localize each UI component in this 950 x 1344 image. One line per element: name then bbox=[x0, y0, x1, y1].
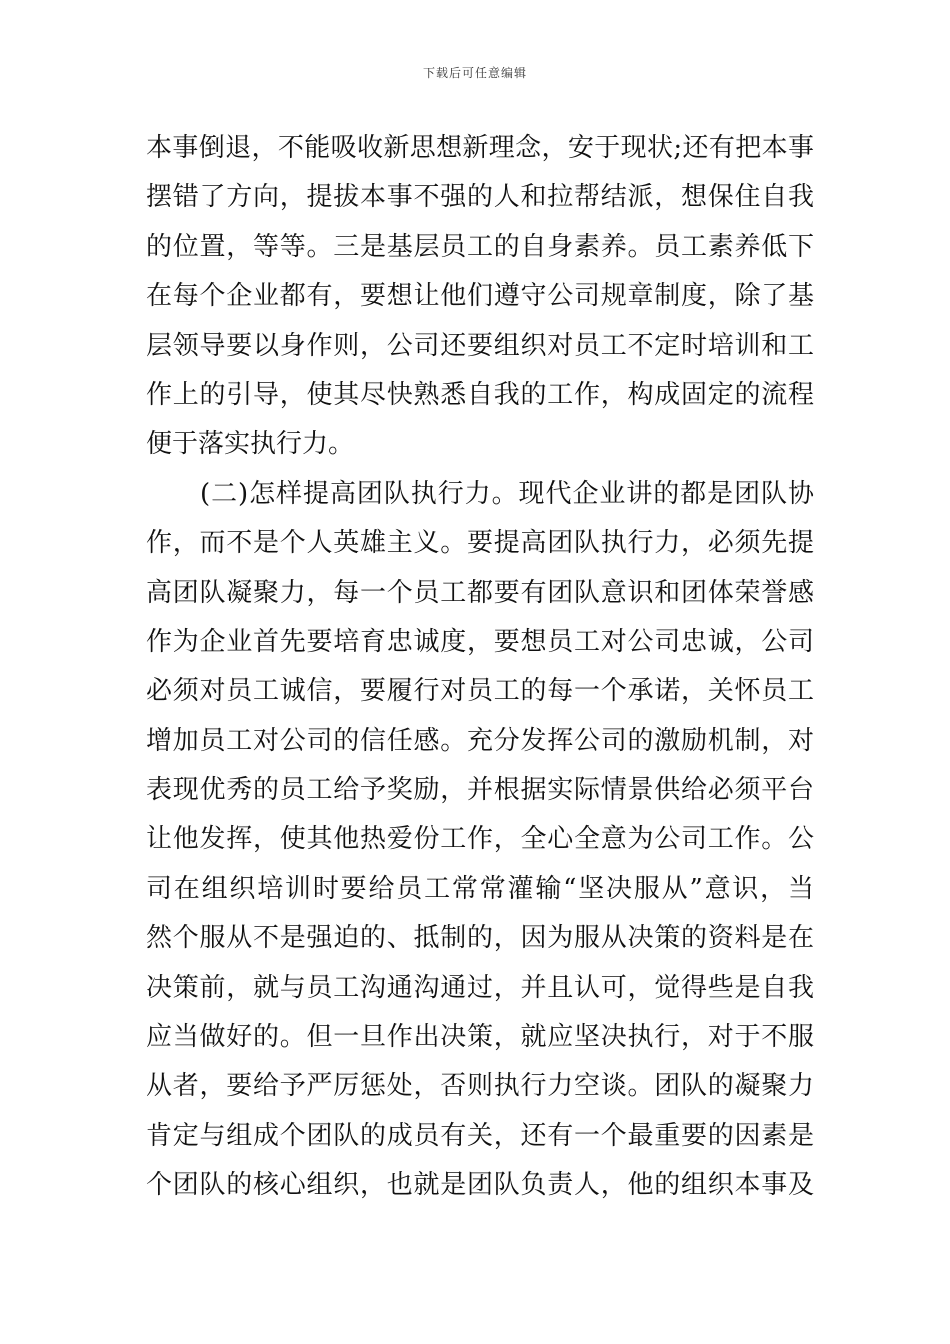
text-line: 便于落实执行力。 bbox=[146, 429, 355, 460]
text-line: 肯定与组成个团队的成员有关，还有一个最重要的因素是 bbox=[146, 1120, 814, 1151]
text-line: 摆错了方向，提拔本事不强的人和拉帮结派，想保住自我 bbox=[146, 182, 814, 213]
text-line: 作为企业首先要培育忠诚度，要想员工对公司忠诚，公司 bbox=[146, 626, 814, 657]
text-line: 作，而不是个人英雄主义。要提高团队执行力，必须先提 bbox=[146, 528, 814, 559]
text-line: 司在组织培训时要给员工常常灌输“坚决服从”意识，当 bbox=[146, 873, 814, 904]
text-line: 的位置，等等。三是基层员工的自身素养。员工素养低下 bbox=[146, 231, 814, 262]
text-line: 增加员工对公司的信任感。充分发挥公司的激励机制，对 bbox=[146, 725, 814, 756]
text-line: 高团队凝聚力，每一个员工都要有团队意识和团体荣誉感 bbox=[146, 577, 814, 608]
document-body bbox=[146, 124, 814, 1211]
text-line: 在每个企业都有，要想让他们遵守公司规章制度，除了基 bbox=[146, 281, 814, 312]
text-line: 表现优秀的员工给予奖励，并根据实际情景供给必须平台 bbox=[146, 775, 814, 806]
text-line: 本事倒退，不能吸收新思想新理念，安于现状;还有把本事 bbox=[146, 133, 814, 163]
text-line: 让他发挥，使其他热爱份工作，全心全意为公司工作。公 bbox=[146, 824, 814, 855]
text-line: 必须对员工诚信，要履行对员工的每一个承诺，关怀员工 bbox=[146, 676, 814, 707]
text-line: 决策前，就与员工沟通沟通过，并且认可，觉得些是自我 bbox=[146, 972, 814, 1003]
paragraph-2 bbox=[146, 470, 814, 1211]
text-line: 层领导要以身作则，公司还要组织对员工不定时培训和工 bbox=[146, 330, 814, 361]
page-header: 下载后可任意编辑 bbox=[422, 66, 527, 80]
text-line: 应当做好的。但一旦作出决策，就应坚决执行，对于不服 bbox=[146, 1022, 814, 1053]
text-line: 个团队的核心组织，也就是团队负责人，他的组织本事及 bbox=[146, 1170, 814, 1201]
paragraph-1 bbox=[146, 124, 814, 470]
text-line: (二)怎样提高团队执行力。现代企业讲的都是团队协 bbox=[200, 478, 814, 509]
text-line: 从者，要给予严厉惩处，否则执行力空谈。团队的凝聚力 bbox=[146, 1071, 814, 1102]
text-line: 作上的引导，使其尽快熟悉自我的工作，构成固定的流程 bbox=[146, 379, 814, 410]
text-line: 然个服从不是强迫的、抵制的，因为服从决策的资料是在 bbox=[146, 923, 814, 954]
